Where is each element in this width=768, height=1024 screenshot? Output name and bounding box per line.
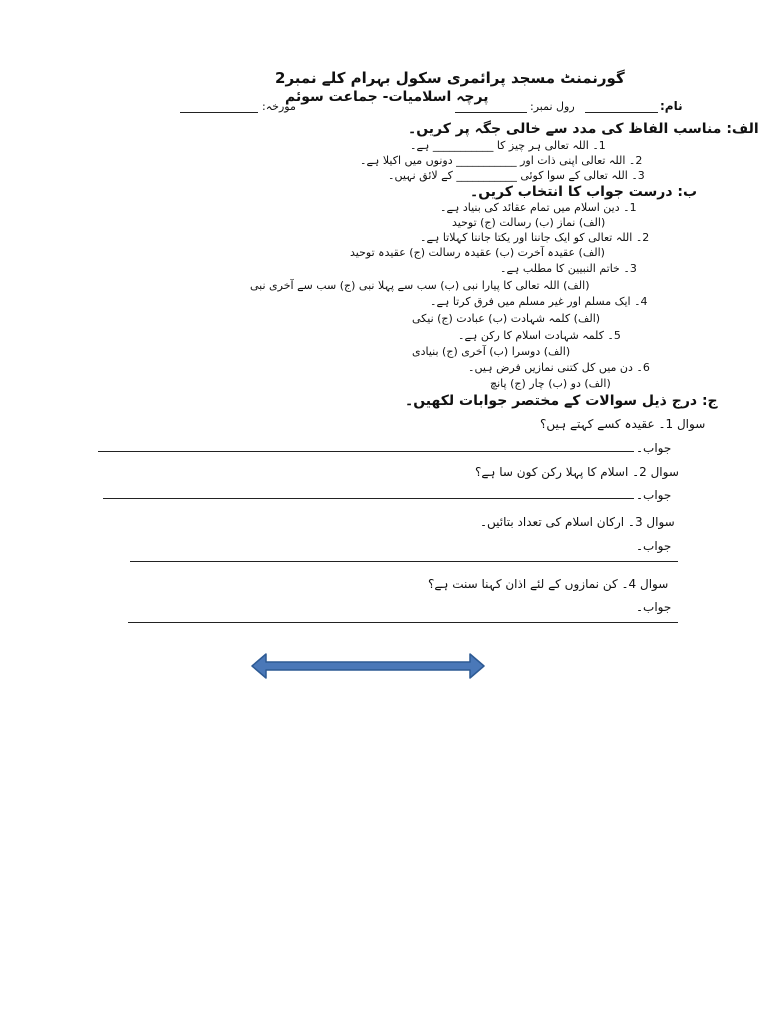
mcq-2-question: 2۔ اللہ تعالی کو ایک جاننا اور یکتا جاننا کہلاتا ہے۔ [420, 231, 650, 244]
section-b-heading: ب: درست جواب کا انتخاب کریں۔ [470, 184, 698, 200]
name-blank [585, 112, 658, 113]
date-label: مورخہ: [262, 100, 296, 113]
mcq-5-options: (الف) دوسرا (ب) آخری (ج) بنیادی [412, 345, 571, 358]
answer-4-line[interactable] [128, 622, 678, 623]
section-c-heading: ج: درج ذیل سوالات کے مختصر جوابات لکھیں۔ [405, 393, 718, 409]
mcq-4-options: (الف) کلمہ شہادت (ب) عبادت (ج) نیکی [412, 312, 601, 325]
answer-3-line[interactable] [130, 561, 678, 562]
mcq-3-options: (الف) اللہ تعالی کا پیارا نبی (ب) سب سے پہلا نبی (ج) سب سے آخری نبی [250, 279, 590, 292]
paper-subtitle: پرچہ اسلامیات- جماعت سوئم [285, 89, 489, 105]
mcq-3-question: 3۔ خاتم النبیین کا مطلب ہے۔ [500, 262, 637, 275]
double-arrow-icon [250, 652, 486, 680]
date-blank [180, 112, 258, 113]
answer-2-line[interactable] [103, 498, 634, 499]
school-title: گورنمنٹ مسجد پرائمری سکول بہرام کلے نمبر2 [275, 69, 625, 87]
section-a-item-2: 2۔ اللہ تعالی اپنی ذات اور ___________ دونوں میں اکیلا ہے۔ [360, 154, 643, 167]
mcq-5-question: 5۔ کلمہ شہادت اسلام کا رکن ہے۔ [458, 329, 621, 342]
answer-1-label: جواب۔ [636, 441, 672, 455]
short-q-3: سوال 3۔ ارکان اسلام کی تعداد بتائیں۔ [480, 515, 675, 529]
mcq-6-options: (الف) دو (ب) چار (ج) پانچ [490, 377, 611, 390]
answer-4-label: جواب۔ [636, 600, 672, 614]
mcq-6-question: 6۔ دن میں کل کتنی نمازیں فرض ہیں۔ [468, 361, 650, 374]
mcq-1-question: 1۔ دین اسلام میں تمام عقائد کی بنیاد ہے۔ [440, 201, 637, 214]
section-a-item-3: 3۔ اللہ تعالی کے سوا کوئی ___________ کے لائق نہیں۔ [388, 169, 645, 182]
mcq-2-options: (الف) عقیدہ آخرت (ب) عقیدہ رسالت (ج) عقیدہ توحید [350, 246, 605, 259]
mcq-4-question: 4۔ ایک مسلم اور غیر مسلم میں فرق کرتا ہے۔ [430, 295, 648, 308]
answer-1-line[interactable] [98, 451, 634, 452]
section-a-item-1: 1۔ اللہ تعالی ہر چیز کا ___________ ہے۔ [410, 139, 606, 152]
short-q-1: سوال 1۔ عقیدہ کسے کہتے ہیں؟ [540, 417, 706, 431]
short-q-4: سوال 4۔ کن نمازوں کے لئے اذان کہنا سنت ہے؟ [428, 577, 669, 591]
section-a-heading: الف: مناسب الفاظ کی مدد سے خالی جگہ پر کریں۔ [408, 121, 759, 137]
roll-label: رول نمبر: [530, 100, 575, 113]
answer-2-label: جواب۔ [636, 488, 672, 502]
roll-blank [455, 112, 527, 113]
name-label: نام: [660, 99, 683, 113]
mcq-1-options: (الف) نماز (ب) رسالت (ج) توحید [452, 216, 606, 229]
short-q-2: سوال 2۔ اسلام کا پہلا رکن کون سا ہے؟ [475, 465, 679, 479]
answer-3-label: جواب۔ [636, 539, 672, 553]
